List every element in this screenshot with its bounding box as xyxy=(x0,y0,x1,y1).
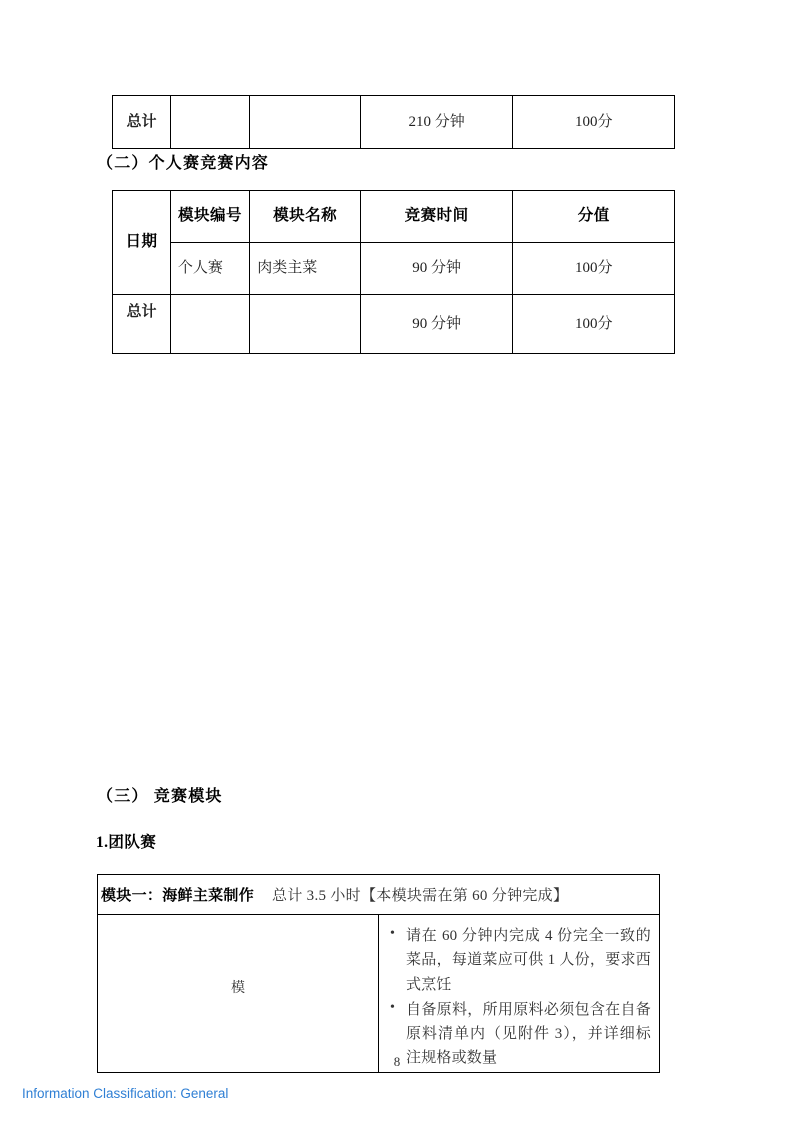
module-detail-table xyxy=(97,874,660,1073)
header-score: 分值 xyxy=(513,191,675,243)
table-row xyxy=(113,295,675,354)
summary-table-continued xyxy=(112,95,675,149)
row1-score: 100分 xyxy=(513,295,675,354)
total-module-no-cell xyxy=(170,96,249,149)
header-module-name: 模块名称 xyxy=(250,191,361,243)
header-date: 日期 xyxy=(113,191,171,295)
subsection-heading-team: 1.团队赛 xyxy=(96,834,157,851)
total-time-cell: 210 分钟 xyxy=(360,96,512,149)
row0-module-no: 个人赛 xyxy=(170,243,249,295)
list-item: • 请在 60 分钟内完成 4 份完全一致的菜品，每道菜应可供 1 人份，要求西式烹饪 xyxy=(406,924,651,997)
row1-total-label: 总计 xyxy=(113,295,171,354)
total-module-name-cell xyxy=(250,96,361,149)
individual-competition-table xyxy=(112,190,675,354)
table-row xyxy=(113,96,675,149)
total-score-cell: 100分 xyxy=(513,96,675,149)
table-header-row xyxy=(113,191,675,243)
page-number: 8 xyxy=(393,1054,401,1069)
module-title-rest: 总计 3.5 小时【本模块需在第 60 分钟完成】 xyxy=(272,888,569,904)
module-title-bold: 模块一：海鲜主菜制作 xyxy=(101,888,255,904)
row1-time: 90 分钟 xyxy=(360,295,512,354)
section-heading-individual: （二）个人赛竞赛内容 xyxy=(97,155,270,172)
module-requirement-list xyxy=(379,924,651,1071)
module-body-row xyxy=(98,915,660,1073)
header-module-no: 模块编号 xyxy=(170,191,249,243)
module-title-cell xyxy=(98,875,660,915)
row1-module-no xyxy=(170,295,249,354)
total-label-cell: 总计 xyxy=(113,96,171,149)
section-heading-modules: （三） 竞赛模块 xyxy=(97,788,223,805)
information-classification-footer: Information Classification: General xyxy=(22,1086,229,1101)
table-row xyxy=(113,243,675,295)
row0-score: 100分 xyxy=(513,243,675,295)
row0-time: 90 分钟 xyxy=(360,243,512,295)
row0-module-name: 肉类主菜 xyxy=(250,243,361,295)
row1-module-name xyxy=(250,295,361,354)
module-requirements-cell xyxy=(379,915,660,1073)
list-item: • 自备原料，所用原料必须包含在自备原料清单内（见附件 3），并详细标注规格或数量 xyxy=(406,998,651,1071)
module-side-label: 模 xyxy=(98,915,379,1073)
module-title-row xyxy=(98,875,660,915)
header-time: 竞赛时间 xyxy=(360,191,512,243)
